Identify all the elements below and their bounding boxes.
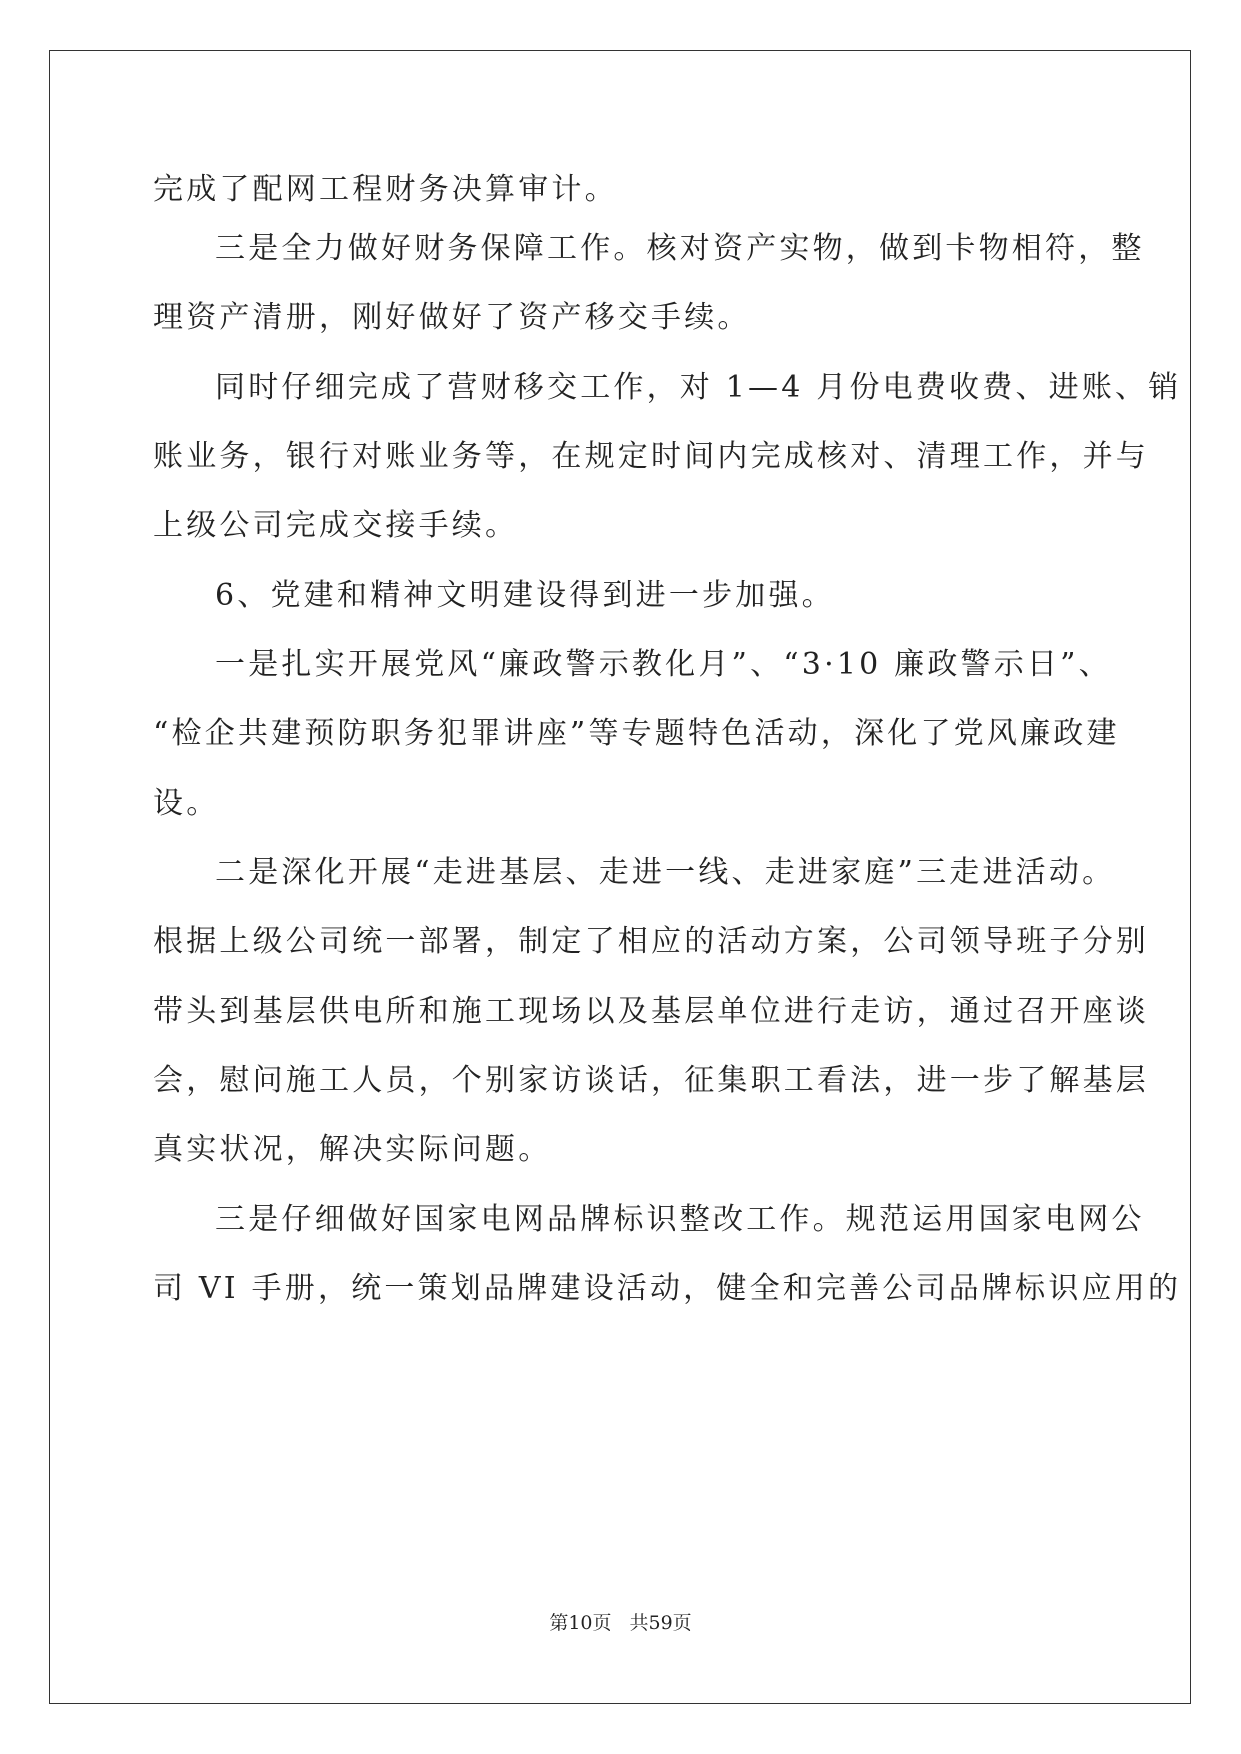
body-line-14: 会，慰问施工人员，个别家访谈话，征集职工看法，进一步了解基层 [153, 1063, 1149, 1098]
body-line-9: “检企共建预防职务犯罪讲座”等专题特色活动，深化了党风廉政建 [153, 716, 1120, 751]
body-line-17: 司 VI 手册，统一策划品牌建设活动，健全和完善公司品牌标识应用的 [153, 1271, 1182, 1306]
page-footer [0, 1611, 1241, 1635]
body-line-2: 三是全力做好财务保障工作。核对资产实物，做到卡物相符，整 [215, 231, 1145, 266]
body-line-1: 完成了配网工程财务决算审计。 [153, 172, 618, 207]
body-line-11: 二是深化开展“走进基层、走进一线、走进家庭”三走进活动。 [215, 855, 1116, 890]
body-line-4: 同时仔细完成了营财移交工作，对 1—4 月份电费收费、进账、销 [215, 370, 1182, 405]
body-line-3: 理资产清册，刚好做好了资产移交手续。 [153, 300, 751, 335]
body-line-6: 上级公司完成交接手续。 [153, 508, 519, 543]
body-line-8: 一是扎实开展党风“廉政警示教化月”、“3·10 廉政警示日”、 [215, 647, 1112, 682]
body-line-13: 带头到基层供电所和施工现场以及基层单位进行走访，通过召开座谈 [153, 994, 1149, 1029]
body-line-5: 账业务，银行对账业务等，在规定时间内完成核对、清理工作，并与 [153, 439, 1149, 474]
body-line-12: 根据上级公司统一部署，制定了相应的活动方案，公司领导班子分别 [153, 924, 1149, 959]
page-total: 共59页 [629, 1612, 692, 1634]
body-line-16: 三是仔细做好国家电网品牌标识整改工作。规范运用国家电网公 [215, 1202, 1145, 1237]
body-line-10: 设。 [153, 786, 220, 821]
page-number: 第10页 [549, 1612, 612, 1634]
body-line-7: 6、党建和精神文明建设得到进一步加强。 [215, 578, 835, 613]
body-line-15: 真实状况，解决实际问题。 [153, 1132, 552, 1167]
